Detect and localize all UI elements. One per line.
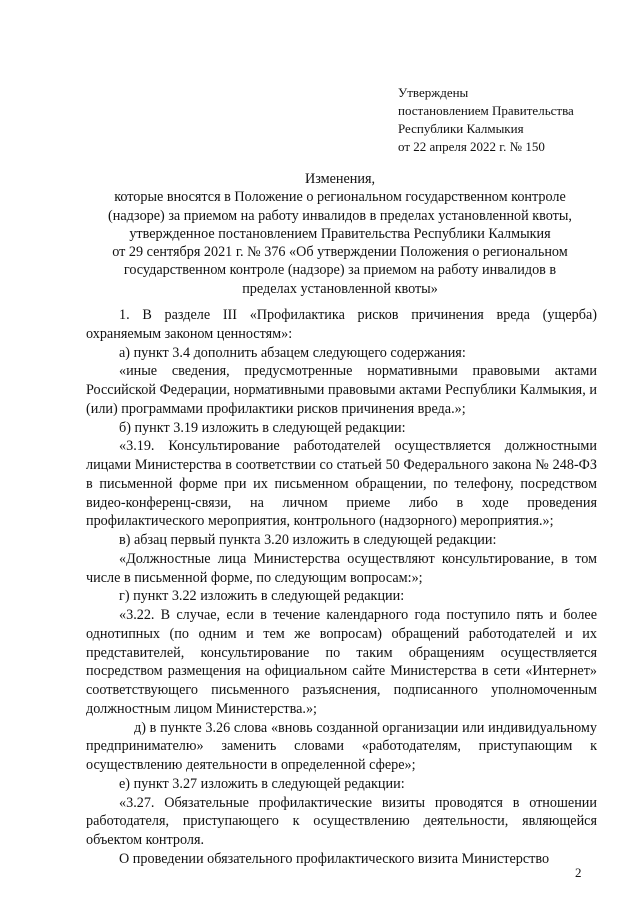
heading-line: (надзоре) за приемом на работу инвалидов в пределах установленной квоты, [108, 207, 572, 224]
document-heading [84, 170, 596, 298]
paragraph-item-a: а) пункт 3.4 дополнить абзацем следующего содержания: [119, 344, 466, 361]
approval-line: Республики Калмыкия [398, 121, 524, 136]
heading-line: от 29 сентября 2021 г. № 376 «Об утверждении Положения о региональном [112, 244, 568, 261]
approval-line: Утверждены [398, 85, 469, 100]
approval-stamp [398, 84, 574, 156]
paragraph-quote-3-27: «3.27. Обязательные профилактические визиты проводятся в отношении работодателя, приступающего к осуществлению деятельности, являющейся объектом контроля. [86, 794, 597, 848]
paragraph-item-b: б) пункт 3.19 изложить в следующей редакции: [119, 419, 406, 436]
paragraph-quote-3-19: «3.19. Консультирование работодателей осуществляется должностными лицами Министерства в соответствии со статьей 50 Федерального закона № 248-ФЗ в письменной форме при их письменном обращении, по телефону, посредством видео-конференц-связи, на личном приеме либо в ходе проведения профилактического мероприятия, контрольного (надзорного) мероприятия.»; [86, 438, 597, 530]
paragraph-item-g: г) пункт 3.22 изложить в следующей редакции: [119, 588, 405, 605]
heading-line: государственном контроле (надзоре) за приемом на работу инвалидов в [123, 262, 557, 279]
heading-line: которые вносятся в Положение о региональном государственном контроле [114, 189, 566, 206]
paragraph-item-e: е) пункт 3.27 изложить в следующей редакции: [119, 775, 405, 792]
page-number: 2 [575, 865, 582, 880]
heading-line: утвержденное постановлением Правительства Республики Калмыкия [129, 225, 551, 242]
heading-line: пределах установленной квоты» [242, 280, 438, 297]
paragraph-continuation: О проведении обязательного профилактического визита Министерство [119, 850, 550, 867]
paragraph-quote-3-22: «3.22. В случае, если в течение календарного года поступило пять и более однотипных (по одним и тем же вопросам) обращений работодателей и их представителей, консультирование по таким обращениям осуществляется посредством размещения на официальном сайте Министерства в сети «Интернет» соответствующего письменного разъяснения, подписанного уполномоченным должностным лицом Министерства.»; [86, 607, 597, 717]
paragraph-quote-3-20: «Должностные лица Министерства осуществляют консультирование, в том числе в письменной форме, по следующим вопросам:»; [86, 550, 597, 586]
approval-line: постановлением Правительства [398, 103, 574, 118]
approval-line: от 22 апреля 2022 г. № 150 [398, 139, 545, 154]
paragraph-quote-3-4: «иные сведения, предусмотренные нормативными правовыми актами Российской Федерации, нормативными правовыми актами Республики Калмыкия, и (или) программами профилактики рисков причинения вреда.»; [86, 363, 597, 417]
paragraph-item-v: в) абзац первый пункта 3.20 изложить в следующей редакции: [119, 532, 497, 548]
paragraph-section-1: 1. В разделе III «Профилактика рисков причинения вреда (ущерба) охраняемым законом ценностям»: [86, 307, 597, 342]
heading-title: Изменения, [304, 171, 376, 187]
paragraph-item-d: д) в пункте 3.26 слова «вновь созданной организации или индивидуальному предпринимателю» заменить словами «работодателям, приступающим к осуществлению деятельности в определенной сфере»; [86, 719, 597, 773]
document-body [86, 306, 597, 869]
